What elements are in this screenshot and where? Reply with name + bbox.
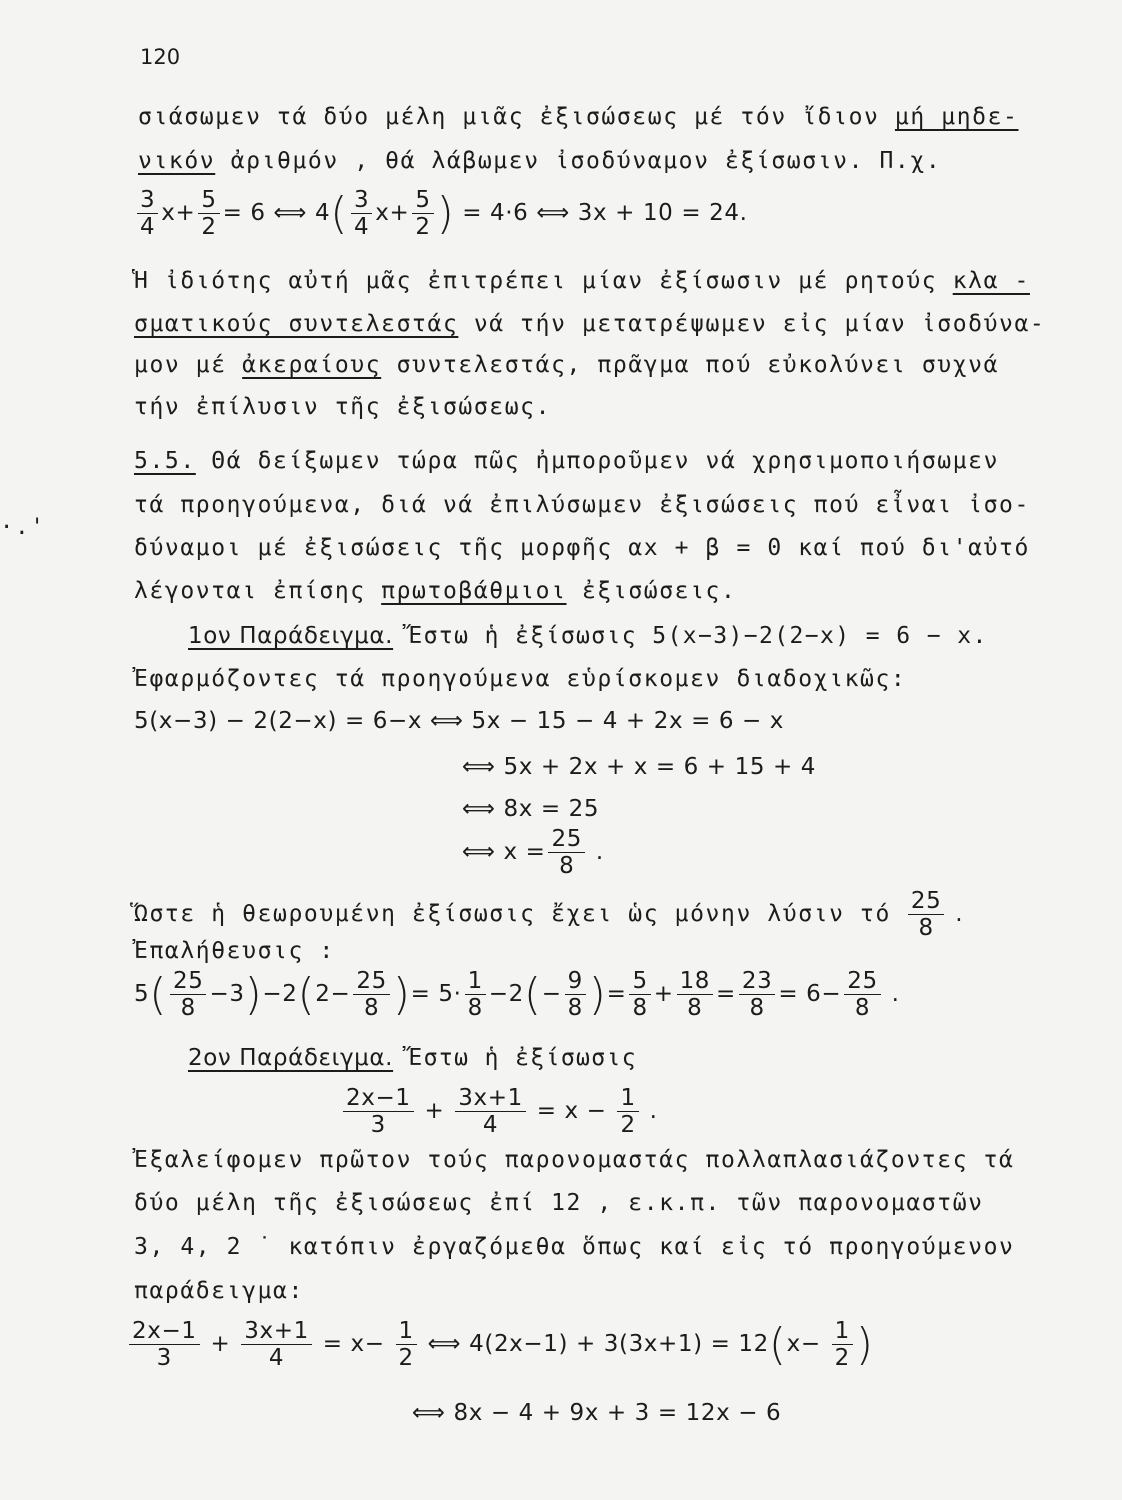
para2-line1: Ἡ ἰδιότης αὐτή μᾶς ἐπιτρέπει μίαν ἐξίσωσιν μέ ρητούς κλα - — [134, 268, 1030, 294]
verification-label: Ἐπαλήθευσις : — [134, 938, 335, 964]
example1-line2: Ἐφαρμόζοντες τά προηγούμενα εὑρίσκομεν διαδοχικῶς: — [134, 666, 907, 692]
para2-line3: μον μέ ἀκεραίους συντελεστάς, πρᾶγμα πού εὐκολύνει συχνά — [134, 352, 1000, 378]
example-equation: $\frac{3}{4}$ x+ $\frac{5}{2}$ = 6 ⟺ 4( $\frac{3}{4}$ x+ $\frac{5}{2}$ ) = 4·6 ⟺ 3x + 10 = 24. — [134, 187, 748, 240]
section-line2: τά προηγούμενα, διά νά ἐπιλύσωμεν ἐξισώσεις πού εἶναι ἰσο- — [134, 492, 1030, 518]
section-5-5-line1: 5.5. Θά δείξωμεν τώρα πῶς ἠμποροῦμεν νά χρησιμοποιήσωμεν — [134, 448, 1000, 474]
example1-title: 1ον Παράδειγμα. — [188, 623, 394, 649]
example2-heading: 2ον Παράδειγμα. Ἔστω ἡ ἐξίσωσις — [188, 1045, 638, 1071]
example2-eq1: $\frac{2x-1}{3}$ + $\frac{3x+1}{4}$ = x− $\frac{1}{2}$ ⟺ 4(2x−1) + 3(3x+1) = 12(x− $\frac{1}{2}$ ) — [126, 1318, 874, 1371]
example1-eq4: ⟺ x = $\frac{25}{8}$ . — [462, 826, 604, 879]
para2-line4: τήν ἐπίλυσιν τῆς ἐξισώσεως. — [134, 394, 552, 420]
example1-heading: 1ον Παράδειγμα. Ἔστω ἡ ἐξίσωσις 5(x−3)−2(2−x) = 6 − x. — [188, 623, 988, 649]
para1-line2: νικόν ἀριθμόν , θά λάβωμεν ἰσοδύναμον ἐξίσωσιν. Π.χ. — [138, 148, 942, 174]
example2-line3: 3, 4, 2 ˙ κατόπιν ἐργαζόμεθα ὅπως καί εἰς τό προηγούμενον — [134, 1234, 1015, 1260]
example1-eq3: ⟺ 8x = 25 — [462, 796, 600, 822]
section-line3: δύναμοι μέ ἐξισώσεις τῆς μορφῆς αx + β = 0 καί πού δι'αὐτό — [134, 535, 1030, 561]
example2-equation: $\frac{2x-1}{3}$ + $\frac{3x+1}{4}$ = x − $\frac{1}{2}$ . — [340, 1085, 658, 1138]
section-number: 5.5. — [134, 448, 196, 474]
example2-title: 2ον Παράδειγμα. — [188, 1045, 394, 1071]
example1-eq2: ⟺ 5x + 2x + x = 6 + 15 + 4 — [462, 754, 816, 780]
para2-line2: σματικούς συντελεστάς νά τήν μετατρέψωμεν εἰς μίαν ἰσοδύνα- — [134, 311, 1046, 337]
margin-mark: ·.' — [0, 515, 46, 540]
example2-line1: Ἐξαλείφομεν πρῶτον τούς παρονομαστάς πολλαπλασιάζοντες τά — [134, 1147, 1015, 1173]
verification-equation: 5( $\frac{25}{8}$ −3)−2(2− $\frac{25}{8}$ )= 5· $\frac{1}{8}$ −2(− $\frac{9}{8}$ )= $\frac{5}{8}$ + $\frac{18}{8}$ = $\frac{23}{8}$ = 6− $\frac{25}{8}$ . — [134, 968, 900, 1021]
example2-line4: παράδειγμα: — [134, 1278, 304, 1304]
solution-line: Ὥστε ἡ θεωρουμένη ἐξίσωσις ἔχει ὡς μόνην λύσιν τό $\frac{25}{8}$ . — [134, 888, 964, 941]
example2-line2: δύο μέλη τῆς ἐξισώσεως ἐπί 12 , ε.κ.π. τῶν παρονομαστῶν — [134, 1190, 984, 1216]
example2-eq2: ⟺ 8x − 4 + 9x + 3 = 12x − 6 — [412, 1400, 782, 1426]
example1-eq1: 5(x−3) − 2(2−x) = 6−x ⟺ 5x − 15 − 4 + 2x = 6 − x — [134, 708, 784, 734]
para1-line1: σιάσωμεν τά δύο μέλη μιᾶς ἐξισώσεως μέ τόν ἴδιον μή μηδε- — [138, 104, 1019, 130]
section-line4: λέγονται ἐπίσης πρωτοβάθμιοι ἐξισώσεις. — [134, 578, 737, 604]
page-number: 120 — [140, 45, 181, 69]
